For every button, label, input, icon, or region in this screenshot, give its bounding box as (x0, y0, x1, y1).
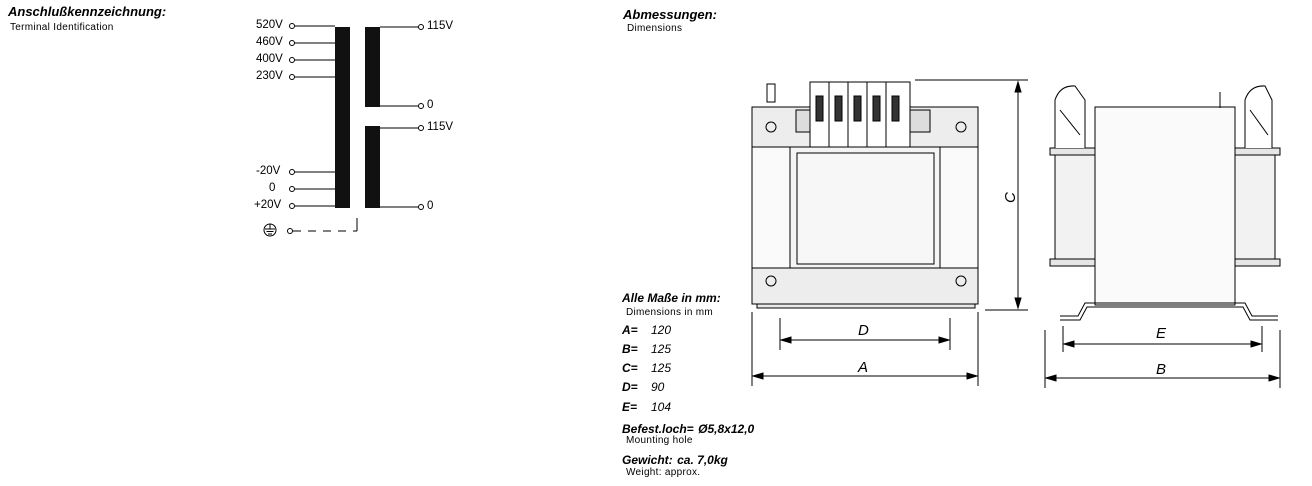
units-title: Alle Maße in mm: (622, 291, 721, 305)
secondary-label: 115V (427, 20, 454, 32)
dimensions-subtitle: Dimensions (627, 23, 683, 34)
tap-label: 230V (256, 70, 283, 82)
dim-value-d: 90 (651, 380, 665, 394)
dim-value-b: 125 (651, 342, 672, 356)
dim-label-b: B (1156, 361, 1167, 378)
units-subtitle: Dimensions in mm (626, 307, 714, 318)
terminal-title: Anschlußkennzeichnung: (8, 4, 167, 19)
side-view (1045, 86, 1280, 388)
dim-value-c: 125 (651, 361, 672, 375)
mounting-subtitle: Mounting hole (626, 435, 693, 446)
tap-label: 520V (256, 19, 283, 31)
tap-label: 0 (269, 182, 276, 194)
tap-label: 400V (256, 53, 283, 65)
mounting-label: Befest.loch= (622, 422, 694, 436)
tap-label: 460V (256, 36, 283, 48)
dim-value-a: 120 (651, 323, 672, 337)
dim-key-b: B= (622, 342, 638, 356)
weight-value: ca. 7,0kg (677, 453, 728, 467)
dimensions-title: Abmessungen: (623, 7, 717, 22)
weight-subtitle: Weight: approx. (626, 467, 701, 478)
terminal-subtitle: Terminal Identification (10, 22, 114, 33)
dim-label-d: D (858, 322, 869, 339)
dim-value-e: 104 (651, 400, 672, 414)
secondary-label: 0 (427, 200, 434, 212)
front-view (752, 80, 1028, 386)
dim-key-a: A= (622, 323, 638, 337)
tap-label: +20V (254, 199, 282, 211)
secondary-label: 115V (427, 121, 454, 133)
mounting-value: Ø5,8x12,0 (698, 422, 755, 436)
dim-label-a: A (858, 359, 869, 376)
dim-label-e: E (1156, 325, 1167, 342)
dim-key-e: E= (622, 400, 638, 414)
tap-label: -20V (256, 165, 281, 177)
weight-label: Gewicht: (622, 453, 673, 467)
dim-label-c: C (1002, 192, 1019, 203)
secondary-label: 0 (427, 99, 434, 111)
dim-key-d: D= (622, 380, 638, 394)
dim-key-c: C= (622, 361, 638, 375)
